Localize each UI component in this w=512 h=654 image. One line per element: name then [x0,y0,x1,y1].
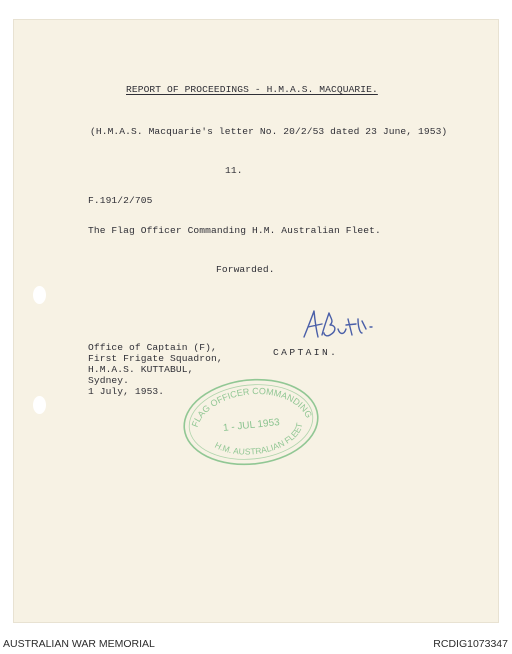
punch-hole [33,396,46,414]
sender-line: Sydney. [88,375,130,386]
svg-text:FLAG OFFICER COMMANDING: FLAG OFFICER COMMANDING [189,386,315,429]
flag-officer-stamp [180,376,322,468]
report-title: REPORT OF PROCEEDINGS - H.M.A.S. MACQUARIE. [126,84,378,95]
document-page [14,20,498,622]
sender-line: H.M.A.S. KUTTABUL, [88,364,194,375]
signatory-title: CAPTAIN. [273,347,339,358]
reference-line: (H.M.A.S. Macquarie's letter No. 20/2/53 dated 23 June, 1953) [90,126,448,137]
action-text: Forwarded. [216,264,275,275]
svg-text:1 - JUL 1953: 1 - JUL 1953 [222,417,281,434]
svg-text:H.M. AUSTRALIAN FLEET: H.M. AUSTRALIAN FLEET [213,421,305,457]
sender-line: Office of Captain (F), [88,342,217,353]
file-reference: F.191/2/705 [88,195,153,206]
handwritten-signature [300,307,400,347]
section-number: 11. [225,165,243,176]
footer-right: RCDIG1073347 [433,638,508,650]
sender-line: First Frigate Squadron, [88,353,223,364]
punch-hole [33,286,46,304]
sender-line: 1 July, 1953. [88,386,165,397]
addressee: The Flag Officer Commanding H.M. Australian Fleet. [88,225,381,236]
footer-left: AUSTRALIAN WAR MEMORIAL [3,638,155,650]
